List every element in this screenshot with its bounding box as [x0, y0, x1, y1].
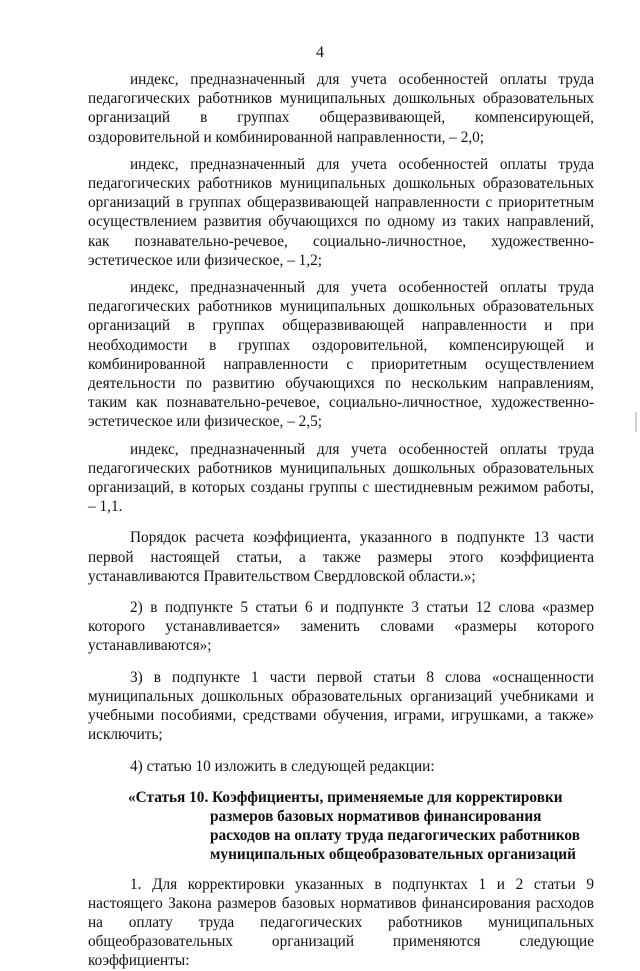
- paragraph-index-six-day: индекс, предназначенный для учета особенностей оплаты труда педагогических работников муниципальных дошкольных образовательных организаций, в которых созданы группы с шестидневным режимом работы, – 1,1.: [88, 440, 594, 516]
- document-body: [88, 70, 594, 971]
- article-heading-line: расходов на оплату труда педагогических работников: [210, 827, 580, 845]
- article-heading-line: муниципальных общеобразовательных организаций: [210, 846, 576, 864]
- page-number: 4: [316, 44, 324, 61]
- article-heading: [88, 788, 594, 865]
- paragraph-index-general: индекс, предназначенный для учета особенностей оплаты труда педагогических работников муниципальных дошкольных образовательных организаций в группах общеразвивающей, компенсирующей, оздоровительной и комбинированной направленности, – 2,0;: [88, 71, 594, 146]
- paragraph-item-3: 3) в подпункте 1 части первой статьи 8 слова «оснащенности муниципальных дошкольных образовательных организаций учебниками и учебными пособиями, средствами обучения, играми, игрушками, а также» исключить;: [88, 668, 594, 744]
- article-heading-line: размеров базовых нормативов финансирования: [210, 807, 542, 825]
- paragraph-index-priority-several: индекс, предназначенный для учета особенностей оплаты труда педагогических работников муниципальных дошкольных образовательных организаций в группах общеразвивающей направленности и при необходимости в группах оздоровительной, компенсирующей и комбинированной направленности с приоритетным осуществлением деятельности по развитию обучающихся по нескольким направлениям, таким как познавательно-речевое, социально-личностное, художественно-эстетическое или физическое, – 2,5;: [88, 279, 594, 431]
- article-heading-title: «Статья 10. Коэффициенты, применяемые для корректировки: [128, 788, 563, 806]
- scan-edge-mark: [635, 412, 637, 432]
- paragraph-item-4: 4) статью 10 изложить в следующей редакции:: [130, 757, 435, 775]
- paragraph-index-priority-one: индекс, предназначенный для учета особенностей оплаты труда педагогических работников муниципальных дошкольных образовательных организаций в группах общеразвивающей направленности с приоритетным осуществлением развития обучающихся по одному из таких направлений, как познавательно-речевое, социально-личностное, художественно-эстетическое или физическое, – 1,2;: [88, 155, 594, 269]
- paragraph-calculation-order: Порядок расчета коэффициента, указанного в подпункте 13 части первой настоящей статьи, а также размеры этого коэффициента устанавливаются Правительством Свердловской области.»;: [88, 529, 594, 585]
- paragraph-item-2: 2) в подпункте 5 статьи 6 и подпункте 3 статьи 12 слова «размер которого устанавливается» заменить словами «размеры которого устанавливаются»;: [88, 599, 594, 655]
- paragraph-article-10-part-1: 1. Для корректировки указанных в подпунктах 1 и 2 статьи 9 настоящего Закона размеров базовых нормативов финансирования расходов на оплату труда педагогических работников муниципальных общеобразовательных организаций применяются следующие коэффициенты:: [88, 875, 594, 970]
